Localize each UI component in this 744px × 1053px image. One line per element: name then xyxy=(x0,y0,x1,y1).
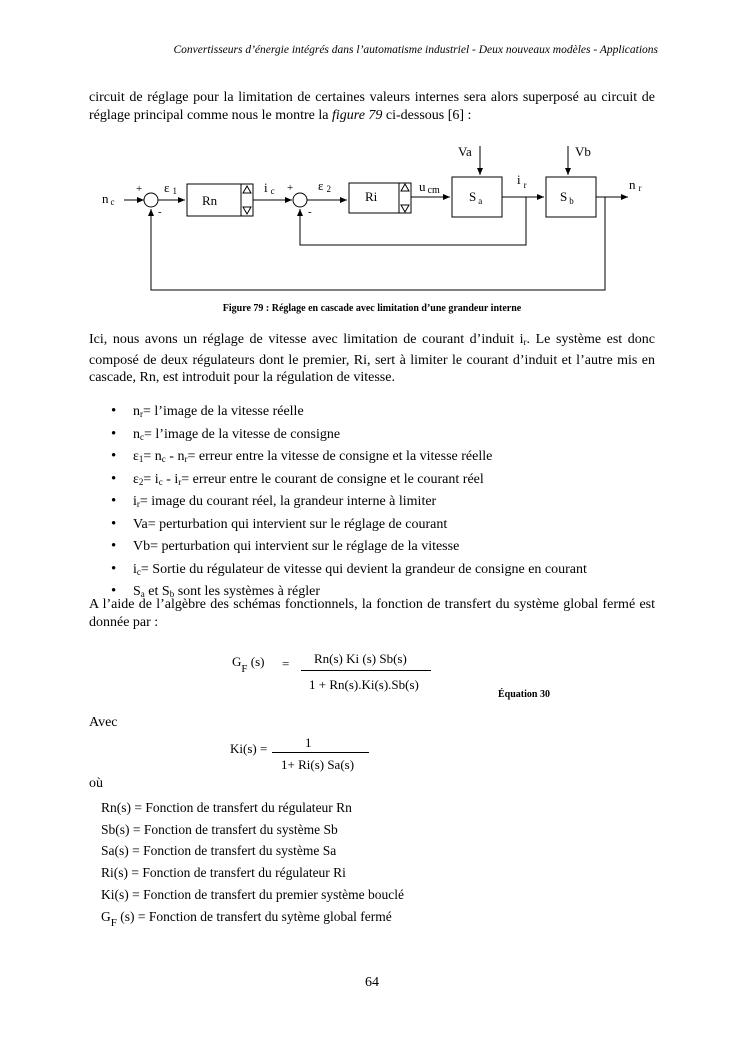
limit-down-icon xyxy=(243,207,251,214)
eq30-numerator: Rn(s) Ki (s) Sb(s) xyxy=(314,651,407,666)
page-number: 64 xyxy=(365,975,379,990)
eq30-lhs: $G_F$ (s) xyxy=(232,654,265,675)
ki-denominator: 1+ Ri(s) Sa(s) xyxy=(281,757,355,772)
limit-up-icon xyxy=(243,186,251,193)
block-rn-label: Rn xyxy=(202,193,218,208)
ic-label: i c xyxy=(264,180,275,196)
explanation-paragraph: Ici, nous avons un réglage de vitesse avec limitation de courant d’induit $i_r$. Le système est donc composé de deux régulateurs dont le premier, Ri, sert à limiter le courant d’induit et l’autre mis en cascade, Rn, est introduit pour la régulation de vitesse. xyxy=(89,332,656,385)
limit-down-icon xyxy=(401,205,409,212)
variable-list xyxy=(111,402,587,605)
list-item-part: = l’image de la vitesse de consigne xyxy=(144,426,341,442)
avec-label: Avec xyxy=(89,715,118,730)
eq30-denominator: 1 + Rn(s).Ki(s).Sb(s) xyxy=(309,677,419,692)
block-sa xyxy=(452,177,502,217)
list-item xyxy=(111,492,587,515)
ucm-label: u cm xyxy=(419,179,440,196)
ou-label: où xyxy=(89,776,103,791)
list-item-part: 2 xyxy=(138,476,144,487)
minus-sign-2: - xyxy=(308,206,312,218)
list-item-part: 1 xyxy=(138,454,144,464)
definition-ki: Ki(s) = Fonction de transfert du premier système bouclé xyxy=(101,886,405,902)
equation-label: Équation 30 xyxy=(498,689,550,700)
list-item-part: r xyxy=(178,476,182,487)
outer-feedback-loop xyxy=(151,197,605,290)
list-item xyxy=(111,447,587,470)
list-item-part: r xyxy=(140,409,143,419)
definition-rn: Rn(s) = Fonction de transfert du régulateur Rn xyxy=(101,800,352,815)
list-item-part: = n xyxy=(143,449,162,464)
list-item-part: = erreur entre la vitesse de consigne et la vitesse réelle xyxy=(187,449,493,464)
summing-junction-2 xyxy=(293,193,307,207)
limit-up-icon xyxy=(401,184,409,191)
ki-lhs: Ki(s) = xyxy=(230,741,268,756)
input-nc-label: n c xyxy=(102,191,115,207)
ir-label: i $_r$ xyxy=(517,172,527,190)
list-item-part: = Sortie du régulateur de vitesse qui devient la grandeur de consigne en courant xyxy=(140,561,587,577)
list-item-part: = l’image de la vitesse réelle xyxy=(143,404,304,419)
eq30-fraction-bar xyxy=(301,670,431,671)
list-item-part: i xyxy=(133,561,137,577)
list-item xyxy=(111,470,587,493)
block-sb-label: S $_b$ xyxy=(560,189,574,206)
list-item-part: r xyxy=(136,499,140,509)
block-rn xyxy=(187,184,253,216)
definition-sb: Sb(s) = Fonction de transfert du système Sb xyxy=(101,821,338,837)
list-item-part: = erreur entre le courant de consigne et le courant réel xyxy=(181,471,484,487)
block-ri xyxy=(349,183,411,213)
list-item-part: sont les systèmes à régler xyxy=(174,584,320,599)
list-item-part: c xyxy=(140,431,144,442)
eps1-label: ε 1 xyxy=(164,180,177,196)
list-item-part: - n xyxy=(165,449,185,464)
list-item-part: r xyxy=(184,454,188,464)
eq30-equals: = xyxy=(282,656,290,671)
plus-sign-1: + xyxy=(136,183,143,195)
list-item-part: a xyxy=(140,589,145,599)
figure-reference: figure 79 xyxy=(331,107,383,123)
transfer-intro-paragraph: A l’aide de l’algèbre des schémas fonctionnels, la fonction de transfert du système global fermé est donnée par : xyxy=(89,597,655,630)
list-item-part: Va= perturbation qui intervient sur le réglage de courant xyxy=(133,516,448,532)
list-item xyxy=(111,402,587,425)
figure-caption: Figure 79 : Réglage en cascade avec limitation d’une grandeur interne xyxy=(222,303,522,314)
list-item-part: Vb= perturbation qui intervient sur le réglage de la vitesse xyxy=(133,539,460,554)
list-item-part: = image du courant réel, la grandeur interne à limiter xyxy=(139,494,437,509)
block-sa-label: S $_a$ xyxy=(469,189,483,206)
list-item-part: b xyxy=(169,589,175,599)
list-item-part: et S xyxy=(144,584,170,599)
list-item xyxy=(111,537,587,560)
list-item-part: c xyxy=(136,566,141,577)
list-item-part: ε xyxy=(133,471,139,487)
definition-sa: Sa(s) = Fonction de transfert du système Sa xyxy=(101,843,337,859)
list-item-part: c xyxy=(161,454,166,464)
list-item-part: - i xyxy=(162,471,179,487)
ki-numerator: 1 xyxy=(305,735,312,750)
list-item-part: ε xyxy=(133,449,139,464)
list-item-part: n xyxy=(133,404,140,419)
list-item xyxy=(111,515,587,538)
minus-sign-1: - xyxy=(158,206,162,218)
list-item-part: n xyxy=(133,426,140,442)
running-header: Convertisseurs d’énergie intégrés dans l’automatisme industriel - Deux nouveaux modèles - Applications xyxy=(173,44,658,56)
definitions-list xyxy=(101,797,404,934)
ki-fraction-bar xyxy=(272,752,369,753)
definition-ri: Ri(s) = Fonction de transfert du régulateur Ri xyxy=(101,865,346,881)
list-item-part: c xyxy=(158,476,163,487)
block-ri-label: Ri xyxy=(365,189,378,204)
list-item xyxy=(111,560,587,583)
list-item-part: = i xyxy=(143,471,159,487)
intro-text-after: ci-dessous [6] : xyxy=(382,107,472,123)
output-nr-label: n r xyxy=(629,177,642,193)
plus-sign-2: + xyxy=(287,182,294,194)
intro-paragraph xyxy=(89,89,655,124)
vb-label: Vb xyxy=(575,144,591,159)
inner-feedback-loop xyxy=(300,197,526,245)
va-label: Va xyxy=(458,144,472,159)
list-item-part: S xyxy=(133,584,141,599)
intro-text-before: circuit de réglage pour la limitation de certaines valeurs internes sera alors superposé au circuit de réglage principal comme nous le montre la xyxy=(89,90,655,123)
list-item xyxy=(111,425,587,448)
definition-gf: $G_F$ (s) = Fonction de transfert du sytème global fermé xyxy=(101,908,392,929)
summing-junction-1 xyxy=(144,193,158,207)
block-diagram xyxy=(0,135,744,303)
eps2-label: ε 2 xyxy=(318,178,331,194)
list-item-part: i xyxy=(133,494,137,509)
